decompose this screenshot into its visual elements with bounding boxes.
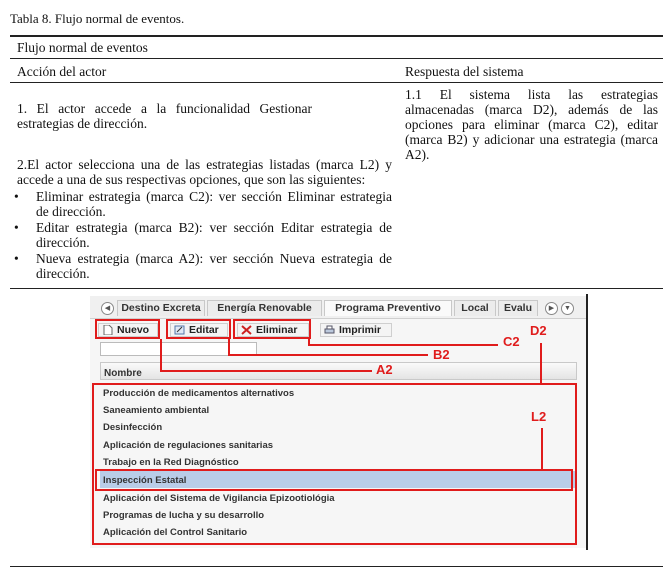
table-row[interactable]: Saneamiento ambiental [103, 405, 210, 416]
leader-d2-vertical [540, 343, 542, 383]
mark-a2-box [95, 319, 160, 339]
table-title: Flujo normal de eventos [17, 40, 148, 55]
mark-c2-box [233, 319, 311, 339]
nuevo-label: Nuevo [117, 324, 150, 336]
bullet-eliminar: • Eliminar estrategia (marca C2): ver sección Eliminar estrategia de dirección. [12, 189, 392, 219]
print-icon [324, 325, 335, 335]
mark-d2-label: D2 [530, 323, 547, 338]
tab-menu-icon[interactable]: ▼ [561, 302, 574, 315]
leader-a2-vertical [160, 339, 162, 372]
actor-step-1: 1. El actor accede a la funcionalidad Gestionar estrategias de dirección. [17, 101, 312, 131]
system-step-1: 1.1 El sistema lista las estrategias almacenadas (marca D2), además de las opciones para eliminar (marca C2), editar (marca B2) y adicionar una estrategia (marca A2). [405, 87, 658, 162]
scroll-left-icon[interactable]: ◀ [101, 302, 114, 315]
column-header-system: Respuesta del sistema [405, 64, 524, 79]
bullet-editar: • Editar estrategia (marca B2): ver sección Editar estrategia de dirección. [12, 220, 392, 250]
title-rule [10, 58, 663, 59]
tab-evalu[interactable]: Evalu [498, 300, 538, 316]
tab-local[interactable]: Local [454, 300, 496, 316]
mark-l2-box [95, 469, 573, 491]
imprimir-button[interactable] [320, 323, 392, 337]
table-row[interactable]: Aplicación de regulaciones sanitarias [103, 440, 274, 451]
mark-b2-label: B2 [433, 347, 450, 362]
mark-d2-box [92, 383, 577, 545]
imprimir-label: Imprimir [339, 324, 382, 336]
table-caption: Tabla 8. Flujo normal de eventos. [10, 11, 185, 26]
table-row[interactable]: Trabajo en la Red Diagnóstico [103, 457, 239, 468]
tab-bar [90, 296, 587, 319]
bottom-rule [10, 566, 663, 567]
mark-c2-label: C2 [503, 334, 520, 349]
actor-step-2: 2.El actor selecciona una de las estrategias listadas (marca L2) y accede a una de sus respectivas opciones, que son las siguientes: [17, 157, 392, 187]
tab-programa-preventivo[interactable]: Programa Preventivo [324, 300, 452, 316]
table-row[interactable]: Aplicación del Sistema de Vigilancia Epizootiológia [103, 493, 335, 504]
table-row-selected[interactable]: Inspección Estatal [100, 471, 577, 488]
leader-l2-vertical [541, 428, 543, 469]
scroll-right-icon[interactable]: ▶ [545, 302, 558, 315]
table-row[interactable]: Programas de lucha y su desarrollo [103, 510, 265, 521]
header-rule [10, 82, 663, 83]
tab-destino-excreta[interactable]: Destino Excreta [117, 300, 205, 316]
eliminar-label: Eliminar [256, 324, 298, 336]
column-header-actor: Acción del actor [17, 64, 107, 79]
leader-b2-horizontal [228, 354, 428, 356]
bullet-nueva: • Nueva estrategia (marca A2): ver sección Nueva estrategia de dirección. [12, 251, 392, 281]
editar-label: Editar [189, 324, 219, 336]
grid-header-nombre[interactable]: Nombre [100, 362, 577, 380]
top-rule [10, 35, 663, 37]
leader-a2-horizontal [160, 370, 372, 372]
table-row[interactable]: Aplicación del Control Sanitario [103, 527, 248, 538]
mark-b2-box [166, 319, 231, 339]
leader-c2-horizontal [308, 344, 498, 346]
body-rule [10, 288, 663, 289]
table-row[interactable]: Desinfección [103, 422, 163, 433]
tab-energia-renovable[interactable]: Energía Renovable [207, 300, 322, 316]
actor-options-list [12, 189, 392, 282]
mark-l2-label: L2 [531, 409, 547, 424]
table-row[interactable]: Producción de medicamentos alternativos [103, 388, 295, 399]
screenshot-right-border [586, 294, 588, 550]
mark-a2-label: A2 [376, 362, 393, 377]
